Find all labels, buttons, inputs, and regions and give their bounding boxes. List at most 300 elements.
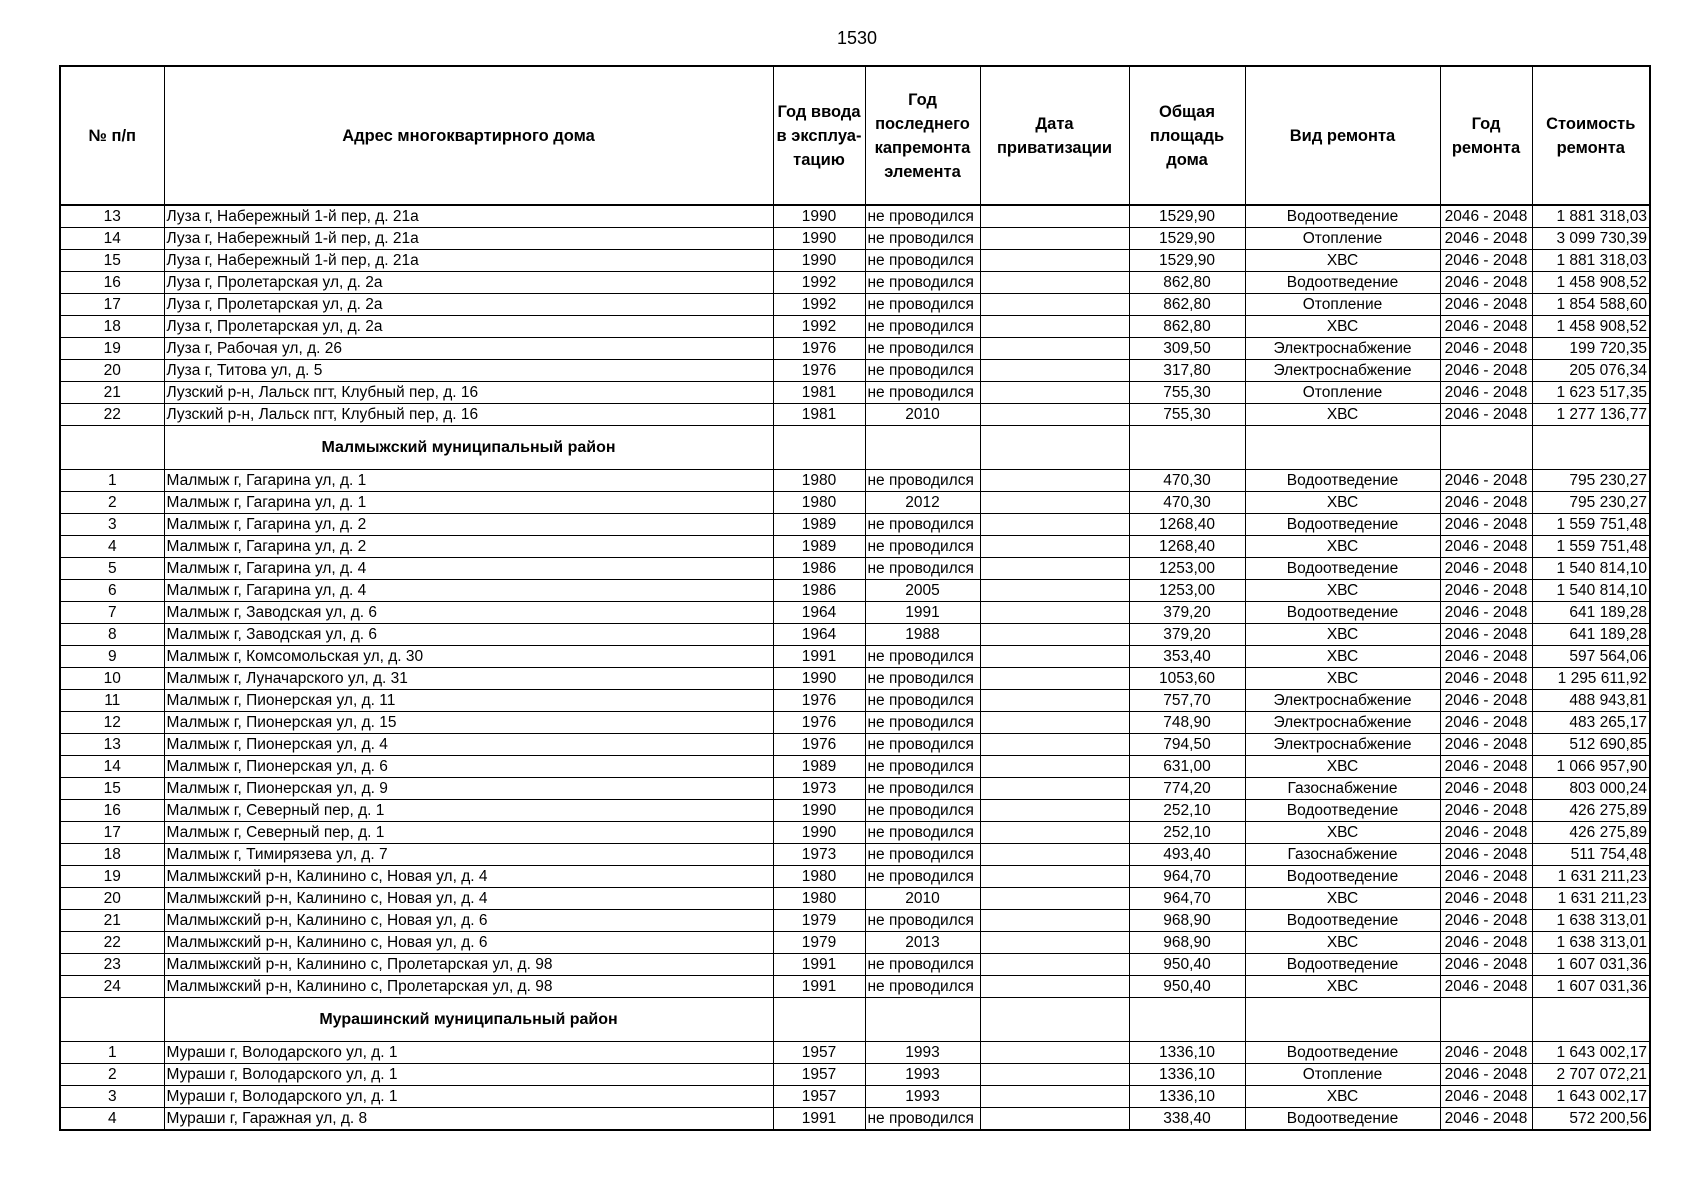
row-repair-year: 2046 - 2048 (1440, 932, 1532, 954)
row-commission-year: 1992 (773, 272, 865, 294)
row-number: 4 (60, 1108, 164, 1131)
table-row (60, 228, 1650, 250)
row-repair-cost: 488 943,81 (1532, 690, 1650, 712)
row-repair-cost: 1 631 211,23 (1532, 888, 1650, 910)
row-number: 3 (60, 1086, 164, 1108)
table-row (60, 690, 1650, 712)
row-last-repair: не проводился (865, 734, 980, 756)
row-repair-type: Водоотведение (1245, 800, 1440, 822)
row-number: 13 (60, 205, 164, 228)
row-total-area: 1268,40 (1129, 536, 1245, 558)
row-repair-type: Водоотведение (1245, 1042, 1440, 1064)
row-privatization-date (980, 888, 1129, 910)
row-repair-year: 2046 - 2048 (1440, 844, 1532, 866)
row-total-area: 252,10 (1129, 822, 1245, 844)
row-privatization-date (980, 382, 1129, 404)
row-last-repair: не проводился (865, 250, 980, 272)
row-total-area: 1253,00 (1129, 558, 1245, 580)
row-commission-year: 1986 (773, 580, 865, 602)
row-repair-year: 2046 - 2048 (1440, 822, 1532, 844)
table-row (60, 844, 1650, 866)
row-total-area: 631,00 (1129, 756, 1245, 778)
row-number: 21 (60, 382, 164, 404)
row-total-area: 950,40 (1129, 954, 1245, 976)
row-number: 17 (60, 822, 164, 844)
row-repair-type: ХВС (1245, 646, 1440, 668)
table-row (60, 624, 1650, 646)
row-commission-year: 1980 (773, 470, 865, 492)
row-address: Малмыж г, Пионерская ул, д. 15 (164, 712, 773, 734)
row-commission-year: 1957 (773, 1064, 865, 1086)
row-last-repair: не проводился (865, 1108, 980, 1131)
empty-cell (980, 426, 1129, 470)
row-repair-type: Водоотведение (1245, 558, 1440, 580)
row-repair-type: ХВС (1245, 536, 1440, 558)
table-row (60, 558, 1650, 580)
row-repair-year: 2046 - 2048 (1440, 954, 1532, 976)
row-repair-cost: 1 277 136,77 (1532, 404, 1650, 426)
table-row (60, 470, 1650, 492)
row-last-repair: не проводился (865, 228, 980, 250)
row-repair-cost: 1 631 211,23 (1532, 866, 1650, 888)
row-privatization-date (980, 492, 1129, 514)
row-repair-cost: 1 458 908,52 (1532, 316, 1650, 338)
row-privatization-date (980, 360, 1129, 382)
empty-cell (773, 426, 865, 470)
row-repair-type: ХВС (1245, 404, 1440, 426)
row-number: 18 (60, 844, 164, 866)
row-repair-cost: 1 643 002,17 (1532, 1042, 1650, 1064)
row-address: Малмыжский р-н, Калинино с, Новая ул, д. 4 (164, 888, 773, 910)
table-row (60, 668, 1650, 690)
row-privatization-date (980, 778, 1129, 800)
row-commission-year: 1981 (773, 404, 865, 426)
row-total-area: 950,40 (1129, 976, 1245, 998)
row-repair-type: ХВС (1245, 580, 1440, 602)
row-total-area: 309,50 (1129, 338, 1245, 360)
row-repair-type: Водоотведение (1245, 602, 1440, 624)
row-repair-year: 2046 - 2048 (1440, 360, 1532, 382)
row-number: 14 (60, 756, 164, 778)
table-row (60, 602, 1650, 624)
row-repair-type: Водоотведение (1245, 514, 1440, 536)
col-header-repair-type: Вид ремонта (1245, 66, 1440, 205)
row-repair-cost: 1 854 588,60 (1532, 294, 1650, 316)
row-repair-type: ХВС (1245, 668, 1440, 690)
row-total-area: 757,70 (1129, 690, 1245, 712)
row-address: Луза г, Набережный 1-й пер, д. 21а (164, 228, 773, 250)
table-row (60, 250, 1650, 272)
row-repair-cost: 1 638 313,01 (1532, 932, 1650, 954)
row-number: 1 (60, 470, 164, 492)
row-repair-type: ХВС (1245, 932, 1440, 954)
row-address: Луза г, Пролетарская ул, д. 2а (164, 316, 773, 338)
col-header-privatization-date: Дата приватизации (980, 66, 1129, 205)
row-repair-type: Электроснабжение (1245, 734, 1440, 756)
row-address: Малмыж г, Северный пер, д. 1 (164, 822, 773, 844)
row-privatization-date (980, 866, 1129, 888)
table-body (60, 205, 1650, 1130)
row-repair-year: 2046 - 2048 (1440, 1086, 1532, 1108)
row-repair-cost: 1 881 318,03 (1532, 250, 1650, 272)
row-total-area: 1053,60 (1129, 668, 1245, 690)
row-last-repair: не проводился (865, 866, 980, 888)
table-row (60, 888, 1650, 910)
empty-cell (1129, 998, 1245, 1042)
row-number: 10 (60, 668, 164, 690)
row-last-repair: не проводился (865, 294, 980, 316)
row-commission-year: 1979 (773, 932, 865, 954)
row-repair-cost: 426 275,89 (1532, 822, 1650, 844)
table-row (60, 1108, 1650, 1131)
row-total-area: 470,30 (1129, 470, 1245, 492)
row-repair-cost: 572 200,56 (1532, 1108, 1650, 1131)
row-number: 9 (60, 646, 164, 668)
row-last-repair: не проводился (865, 778, 980, 800)
row-repair-cost: 205 076,34 (1532, 360, 1650, 382)
row-repair-year: 2046 - 2048 (1440, 338, 1532, 360)
row-address: Лузский р-н, Лальск пгт, Клубный пер, д. 16 (164, 382, 773, 404)
row-number: 16 (60, 272, 164, 294)
row-number: 20 (60, 888, 164, 910)
row-commission-year: 1990 (773, 800, 865, 822)
row-commission-year: 1964 (773, 624, 865, 646)
row-repair-type: Отопление (1245, 1064, 1440, 1086)
row-number: 5 (60, 558, 164, 580)
row-total-area: 1529,90 (1129, 228, 1245, 250)
row-commission-year: 1980 (773, 888, 865, 910)
row-repair-cost: 1 540 814,10 (1532, 580, 1650, 602)
row-commission-year: 1990 (773, 668, 865, 690)
repair-schedule-table (59, 65, 1651, 1131)
row-last-repair: не проводился (865, 272, 980, 294)
table-row (60, 1086, 1650, 1108)
row-address: Мураши г, Володарского ул, д. 1 (164, 1086, 773, 1108)
empty-cell (1532, 426, 1650, 470)
row-address: Малмыж г, Гагарина ул, д. 1 (164, 492, 773, 514)
empty-cell (1245, 998, 1440, 1042)
empty-cell (1245, 426, 1440, 470)
row-repair-year: 2046 - 2048 (1440, 756, 1532, 778)
row-repair-year: 2046 - 2048 (1440, 976, 1532, 998)
row-commission-year: 1980 (773, 866, 865, 888)
section-title: Мурашинский муниципальный район (164, 998, 773, 1042)
row-number: 13 (60, 734, 164, 756)
row-total-area: 755,30 (1129, 382, 1245, 404)
row-total-area: 755,30 (1129, 404, 1245, 426)
row-privatization-date (980, 1064, 1129, 1086)
row-total-area: 379,20 (1129, 624, 1245, 646)
row-repair-cost: 1 607 031,36 (1532, 976, 1650, 998)
col-header-number: № п/п (60, 66, 164, 205)
row-repair-type: ХВС (1245, 316, 1440, 338)
row-total-area: 862,80 (1129, 294, 1245, 316)
row-commission-year: 1973 (773, 778, 865, 800)
row-repair-type: Отопление (1245, 228, 1440, 250)
row-repair-type: Электроснабжение (1245, 360, 1440, 382)
row-number: 20 (60, 360, 164, 382)
row-repair-type: Газоснабжение (1245, 778, 1440, 800)
empty-cell (1440, 998, 1532, 1042)
row-repair-cost: 1 540 814,10 (1532, 558, 1650, 580)
row-last-repair: не проводился (865, 514, 980, 536)
row-repair-cost: 2 707 072,21 (1532, 1064, 1650, 1086)
col-header-commission-year: Год ввода в эксплуа-тацию (773, 66, 865, 205)
row-privatization-date (980, 316, 1129, 338)
row-total-area: 748,90 (1129, 712, 1245, 734)
table-row (60, 756, 1650, 778)
row-last-repair: не проводился (865, 205, 980, 228)
row-privatization-date (980, 536, 1129, 558)
row-number: 18 (60, 316, 164, 338)
row-commission-year: 1976 (773, 712, 865, 734)
row-commission-year: 1989 (773, 514, 865, 536)
empty-cell (60, 426, 164, 470)
table-row (60, 360, 1650, 382)
row-repair-type: ХВС (1245, 250, 1440, 272)
row-address: Мураши г, Володарского ул, д. 1 (164, 1042, 773, 1064)
row-repair-year: 2046 - 2048 (1440, 558, 1532, 580)
row-repair-type: ХВС (1245, 492, 1440, 514)
row-last-repair: 2012 (865, 492, 980, 514)
row-number: 24 (60, 976, 164, 998)
row-privatization-date (980, 690, 1129, 712)
row-total-area: 353,40 (1129, 646, 1245, 668)
row-number: 3 (60, 514, 164, 536)
row-last-repair: не проводился (865, 954, 980, 976)
row-privatization-date (980, 646, 1129, 668)
row-commission-year: 1991 (773, 976, 865, 998)
row-number: 4 (60, 536, 164, 558)
row-repair-type: Электроснабжение (1245, 690, 1440, 712)
row-commission-year: 1986 (773, 558, 865, 580)
row-repair-type: Электроснабжение (1245, 338, 1440, 360)
row-address: Малмыж г, Пионерская ул, д. 4 (164, 734, 773, 756)
row-total-area: 470,30 (1129, 492, 1245, 514)
row-address: Малмыжский р-н, Калинино с, Пролетарская ул, д. 98 (164, 976, 773, 998)
row-privatization-date (980, 205, 1129, 228)
row-last-repair: 1991 (865, 602, 980, 624)
row-repair-type: ХВС (1245, 756, 1440, 778)
row-last-repair: не проводился (865, 338, 980, 360)
row-address: Малмыж г, Гагарина ул, д. 2 (164, 536, 773, 558)
table-row (60, 272, 1650, 294)
row-total-area: 1336,10 (1129, 1086, 1245, 1108)
row-address: Малмыжский р-н, Калинино с, Новая ул, д. 6 (164, 910, 773, 932)
row-number: 21 (60, 910, 164, 932)
row-repair-year: 2046 - 2048 (1440, 382, 1532, 404)
row-repair-year: 2046 - 2048 (1440, 250, 1532, 272)
row-last-repair: не проводился (865, 822, 980, 844)
row-commission-year: 1979 (773, 910, 865, 932)
row-repair-year: 2046 - 2048 (1440, 272, 1532, 294)
row-last-repair: 2013 (865, 932, 980, 954)
row-number: 16 (60, 800, 164, 822)
row-repair-year: 2046 - 2048 (1440, 294, 1532, 316)
row-repair-type: Водоотведение (1245, 205, 1440, 228)
row-repair-cost: 1 607 031,36 (1532, 954, 1650, 976)
row-repair-year: 2046 - 2048 (1440, 492, 1532, 514)
row-privatization-date (980, 712, 1129, 734)
col-header-total-area: Общая площадь дома (1129, 66, 1245, 205)
row-total-area: 1268,40 (1129, 514, 1245, 536)
row-privatization-date (980, 1042, 1129, 1064)
row-repair-year: 2046 - 2048 (1440, 536, 1532, 558)
table-row (60, 866, 1650, 888)
row-last-repair: не проводился (865, 316, 980, 338)
row-last-repair: не проводился (865, 800, 980, 822)
row-commission-year: 1991 (773, 1108, 865, 1131)
table-row (60, 778, 1650, 800)
row-repair-year: 2046 - 2048 (1440, 316, 1532, 338)
row-commission-year: 1990 (773, 822, 865, 844)
table-row (60, 954, 1650, 976)
row-repair-type: Газоснабжение (1245, 844, 1440, 866)
row-privatization-date (980, 668, 1129, 690)
row-total-area: 1336,10 (1129, 1064, 1245, 1086)
row-total-area: 252,10 (1129, 800, 1245, 822)
row-repair-cost: 512 690,85 (1532, 734, 1650, 756)
row-repair-cost: 795 230,27 (1532, 470, 1650, 492)
row-repair-type: Водоотведение (1245, 470, 1440, 492)
table-row (60, 514, 1650, 536)
row-total-area: 1529,90 (1129, 250, 1245, 272)
table-row (60, 932, 1650, 954)
row-repair-type: Электроснабжение (1245, 712, 1440, 734)
row-repair-cost: 1 881 318,03 (1532, 205, 1650, 228)
table-row (60, 1042, 1650, 1064)
row-total-area: 964,70 (1129, 888, 1245, 910)
row-number: 22 (60, 932, 164, 954)
row-repair-cost: 1 623 517,35 (1532, 382, 1650, 404)
row-address: Луза г, Набережный 1-й пер, д. 21а (164, 205, 773, 228)
row-address: Малмыж г, Гагарина ул, д. 1 (164, 470, 773, 492)
table-row (60, 382, 1650, 404)
row-total-area: 338,40 (1129, 1108, 1245, 1131)
row-repair-type: ХВС (1245, 822, 1440, 844)
table-row (60, 536, 1650, 558)
table-row (60, 800, 1650, 822)
row-number: 19 (60, 338, 164, 360)
row-address: Луза г, Набережный 1-й пер, д. 21а (164, 250, 773, 272)
row-address: Мураши г, Гаражная ул, д. 8 (164, 1108, 773, 1131)
row-last-repair: 2010 (865, 404, 980, 426)
table-row (60, 338, 1650, 360)
row-repair-year: 2046 - 2048 (1440, 778, 1532, 800)
row-repair-year: 2046 - 2048 (1440, 470, 1532, 492)
row-address: Луза г, Рабочая ул, д. 26 (164, 338, 773, 360)
row-repair-year: 2046 - 2048 (1440, 514, 1532, 536)
row-privatization-date (980, 910, 1129, 932)
col-header-repair-cost: Стоимость ремонта (1532, 66, 1650, 205)
row-repair-cost: 1 638 313,01 (1532, 910, 1650, 932)
row-privatization-date (980, 1086, 1129, 1108)
row-privatization-date (980, 822, 1129, 844)
col-header-address: Адрес многоквартирного дома (164, 66, 773, 205)
row-privatization-date (980, 800, 1129, 822)
row-repair-type: ХВС (1245, 624, 1440, 646)
row-last-repair: 1993 (865, 1042, 980, 1064)
row-commission-year: 1992 (773, 316, 865, 338)
row-address: Луза г, Пролетарская ул, д. 2а (164, 272, 773, 294)
row-total-area: 862,80 (1129, 272, 1245, 294)
table-row (60, 910, 1650, 932)
row-address: Малмыжский р-н, Калинино с, Пролетарская ул, д. 98 (164, 954, 773, 976)
empty-cell (1129, 426, 1245, 470)
row-last-repair: не проводился (865, 712, 980, 734)
row-repair-year: 2046 - 2048 (1440, 646, 1532, 668)
row-last-repair: не проводился (865, 470, 980, 492)
row-privatization-date (980, 844, 1129, 866)
row-number: 14 (60, 228, 164, 250)
row-privatization-date (980, 558, 1129, 580)
row-total-area: 862,80 (1129, 316, 1245, 338)
row-total-area: 1253,00 (1129, 580, 1245, 602)
row-last-repair: не проводился (865, 690, 980, 712)
row-repair-year: 2046 - 2048 (1440, 668, 1532, 690)
section-header-row (60, 998, 1650, 1042)
row-number: 8 (60, 624, 164, 646)
row-privatization-date (980, 756, 1129, 778)
row-address: Малмыж г, Заводская ул, д. 6 (164, 602, 773, 624)
row-repair-year: 2046 - 2048 (1440, 580, 1532, 602)
row-last-repair: не проводился (865, 756, 980, 778)
row-number: 15 (60, 778, 164, 800)
table-row (60, 492, 1650, 514)
row-number: 23 (60, 954, 164, 976)
row-privatization-date (980, 470, 1129, 492)
row-commission-year: 1992 (773, 294, 865, 316)
empty-cell (1440, 426, 1532, 470)
row-repair-cost: 641 189,28 (1532, 624, 1650, 646)
row-privatization-date (980, 580, 1129, 602)
empty-cell (980, 998, 1129, 1042)
table-row (60, 646, 1650, 668)
row-repair-type: Водоотведение (1245, 1108, 1440, 1131)
row-total-area: 1529,90 (1129, 205, 1245, 228)
row-total-area: 493,40 (1129, 844, 1245, 866)
row-last-repair: не проводился (865, 976, 980, 998)
row-commission-year: 1990 (773, 205, 865, 228)
row-repair-year: 2046 - 2048 (1440, 1042, 1532, 1064)
table-row (60, 712, 1650, 734)
table-row (60, 404, 1650, 426)
row-repair-cost: 1 643 002,17 (1532, 1086, 1650, 1108)
row-address: Малмыж г, Гагарина ул, д. 4 (164, 558, 773, 580)
row-address: Малмыж г, Северный пер, д. 1 (164, 800, 773, 822)
row-commission-year: 1964 (773, 602, 865, 624)
row-number: 2 (60, 1064, 164, 1086)
table-row (60, 205, 1650, 228)
empty-cell (60, 998, 164, 1042)
empty-cell (1532, 998, 1650, 1042)
row-commission-year: 1957 (773, 1042, 865, 1064)
row-address: Луза г, Пролетарская ул, д. 2а (164, 294, 773, 316)
row-commission-year: 1989 (773, 756, 865, 778)
row-commission-year: 1976 (773, 338, 865, 360)
row-total-area: 964,70 (1129, 866, 1245, 888)
row-address: Мураши г, Володарского ул, д. 1 (164, 1064, 773, 1086)
row-last-repair: 2010 (865, 888, 980, 910)
row-repair-year: 2046 - 2048 (1440, 624, 1532, 646)
row-total-area: 774,20 (1129, 778, 1245, 800)
row-number: 12 (60, 712, 164, 734)
row-number: 11 (60, 690, 164, 712)
row-repair-cost: 803 000,24 (1532, 778, 1650, 800)
table-header-row (60, 66, 1650, 205)
row-repair-cost: 199 720,35 (1532, 338, 1650, 360)
row-address: Малмыж г, Пионерская ул, д. 11 (164, 690, 773, 712)
